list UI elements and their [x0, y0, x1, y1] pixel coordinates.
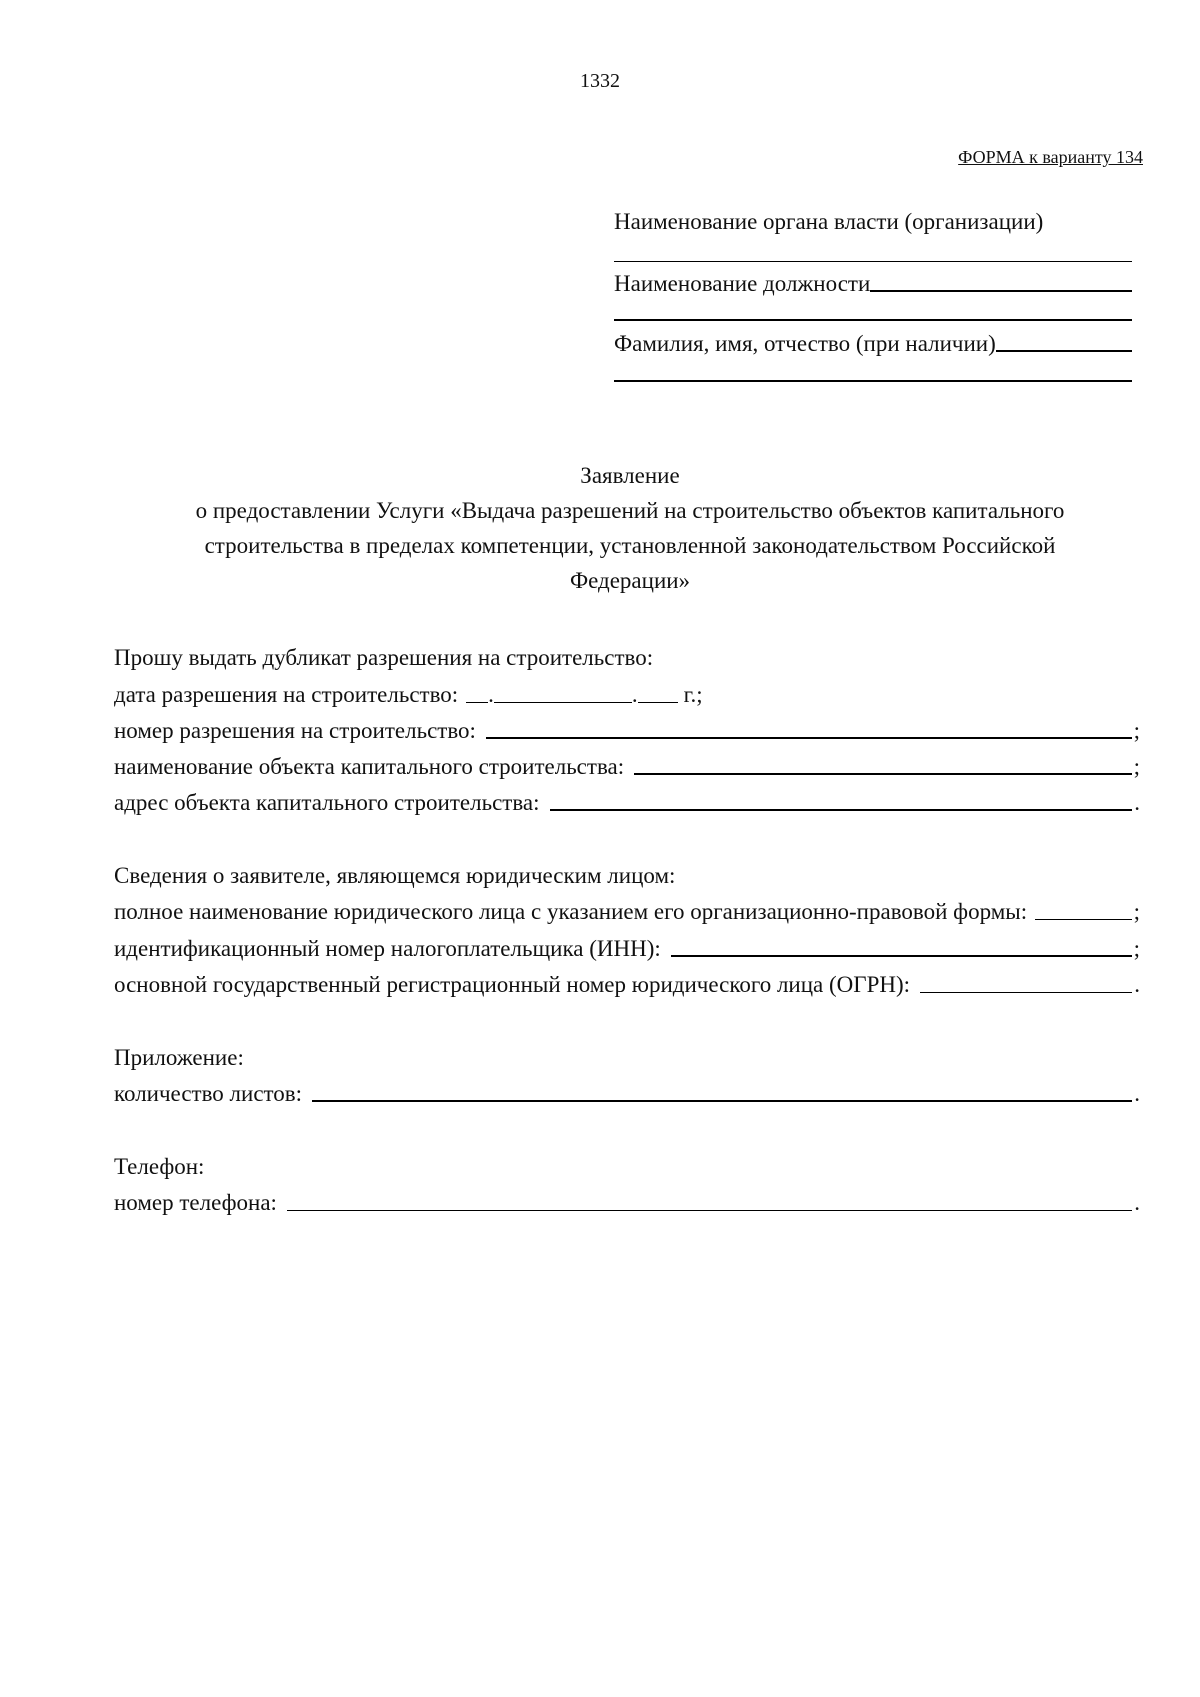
- permit-number-end: ;: [1133, 718, 1140, 743]
- ogrn-blank[interactable]: [920, 991, 1132, 993]
- permit-date-day-blank[interactable]: [466, 701, 488, 703]
- sheets-end: .: [1134, 1081, 1140, 1106]
- ogrn-end: .: [1134, 972, 1140, 997]
- phone-end: .: [1134, 1190, 1140, 1215]
- fio-label: Фамилия, имя, отчество (при наличии): [614, 331, 996, 356]
- inn-blank[interactable]: [671, 954, 1132, 957]
- fio-blank-second[interactable]: [614, 380, 1132, 382]
- sheets-blank[interactable]: [312, 1099, 1132, 1102]
- permit-date-year-blank[interactable]: [638, 701, 678, 703]
- phone-row: [114, 1190, 1140, 1216]
- title-line-2: строительства в пределах компетенции, установленной законодательством Российской: [204, 533, 1056, 558]
- object-name-blank[interactable]: [634, 772, 1132, 775]
- date-separator-2: .: [631, 682, 638, 707]
- authority-blank[interactable]: [614, 261, 1132, 262]
- ogrn-label: основной государственный регистрационный номер юридического лица (ОГРН):: [114, 972, 911, 997]
- fio-blank[interactable]: [996, 349, 1132, 352]
- object-name-label: наименование объекта капитального строительства:: [114, 754, 625, 779]
- attachment-intro: Приложение:: [114, 1045, 244, 1070]
- title-line-3: Федерации»: [569, 568, 691, 593]
- permit-number-label: номер разрешения на строительство:: [114, 718, 476, 743]
- object-name-end: ;: [1133, 754, 1140, 779]
- permit-date-month-blank[interactable]: [494, 701, 632, 703]
- permit-date-suffix: г.;: [683, 682, 703, 707]
- object-address-label: адрес объекта капитального строительства:: [114, 790, 540, 815]
- sheets-row: [114, 1081, 1140, 1107]
- sheets-label: количество листов:: [114, 1081, 303, 1106]
- object-name-row: [114, 754, 1140, 780]
- title-heading: Заявление: [580, 463, 680, 488]
- fio-row: [614, 331, 1132, 357]
- legal-name-end: ;: [1133, 899, 1140, 924]
- permit-number-row: [114, 718, 1140, 744]
- permit-date-label: дата разрешения на строительство:: [114, 682, 459, 707]
- phone-blank[interactable]: [287, 1209, 1132, 1211]
- legal-name-blank[interactable]: [1035, 918, 1131, 920]
- permit-date-row: [114, 682, 1140, 708]
- form-reference: ФОРМА к варианту 134: [958, 147, 1143, 167]
- legal-name-row: [114, 899, 1140, 925]
- phone-intro: Телефон:: [114, 1154, 205, 1179]
- inn-row: [114, 936, 1140, 962]
- object-address-row: [114, 790, 1140, 816]
- document-title: [120, 458, 1140, 598]
- applicant-intro: Сведения о заявителе, являющемся юридическим лицом:: [114, 863, 676, 888]
- date-separator-1: .: [488, 682, 494, 707]
- phone-label: номер телефона:: [114, 1190, 277, 1215]
- page-number: 1332: [580, 70, 620, 92]
- object-address-blank[interactable]: [550, 808, 1133, 811]
- legal-name-label: полное наименование юридического лица с указанием его организационно-правовой формы:: [114, 899, 1028, 924]
- object-address-end: .: [1134, 790, 1140, 815]
- position-row: [614, 271, 1132, 297]
- position-blank-second[interactable]: [614, 319, 1132, 321]
- permit-number-blank[interactable]: [486, 736, 1132, 739]
- authority-label: Наименование органа власти (организации): [614, 209, 1044, 234]
- title-line-1: о предоставлении Услуги «Выдача разрешений на строительство объектов капитального: [195, 498, 1065, 523]
- inn-end: ;: [1133, 936, 1140, 961]
- request-intro: Прошу выдать дубликат разрешения на строительство:: [114, 645, 654, 670]
- inn-label: идентификационный номер налогоплательщика (ИНН):: [114, 936, 661, 961]
- ogrn-row: [114, 972, 1140, 998]
- position-label: Наименование должности: [614, 271, 871, 296]
- position-blank[interactable]: [870, 289, 1132, 292]
